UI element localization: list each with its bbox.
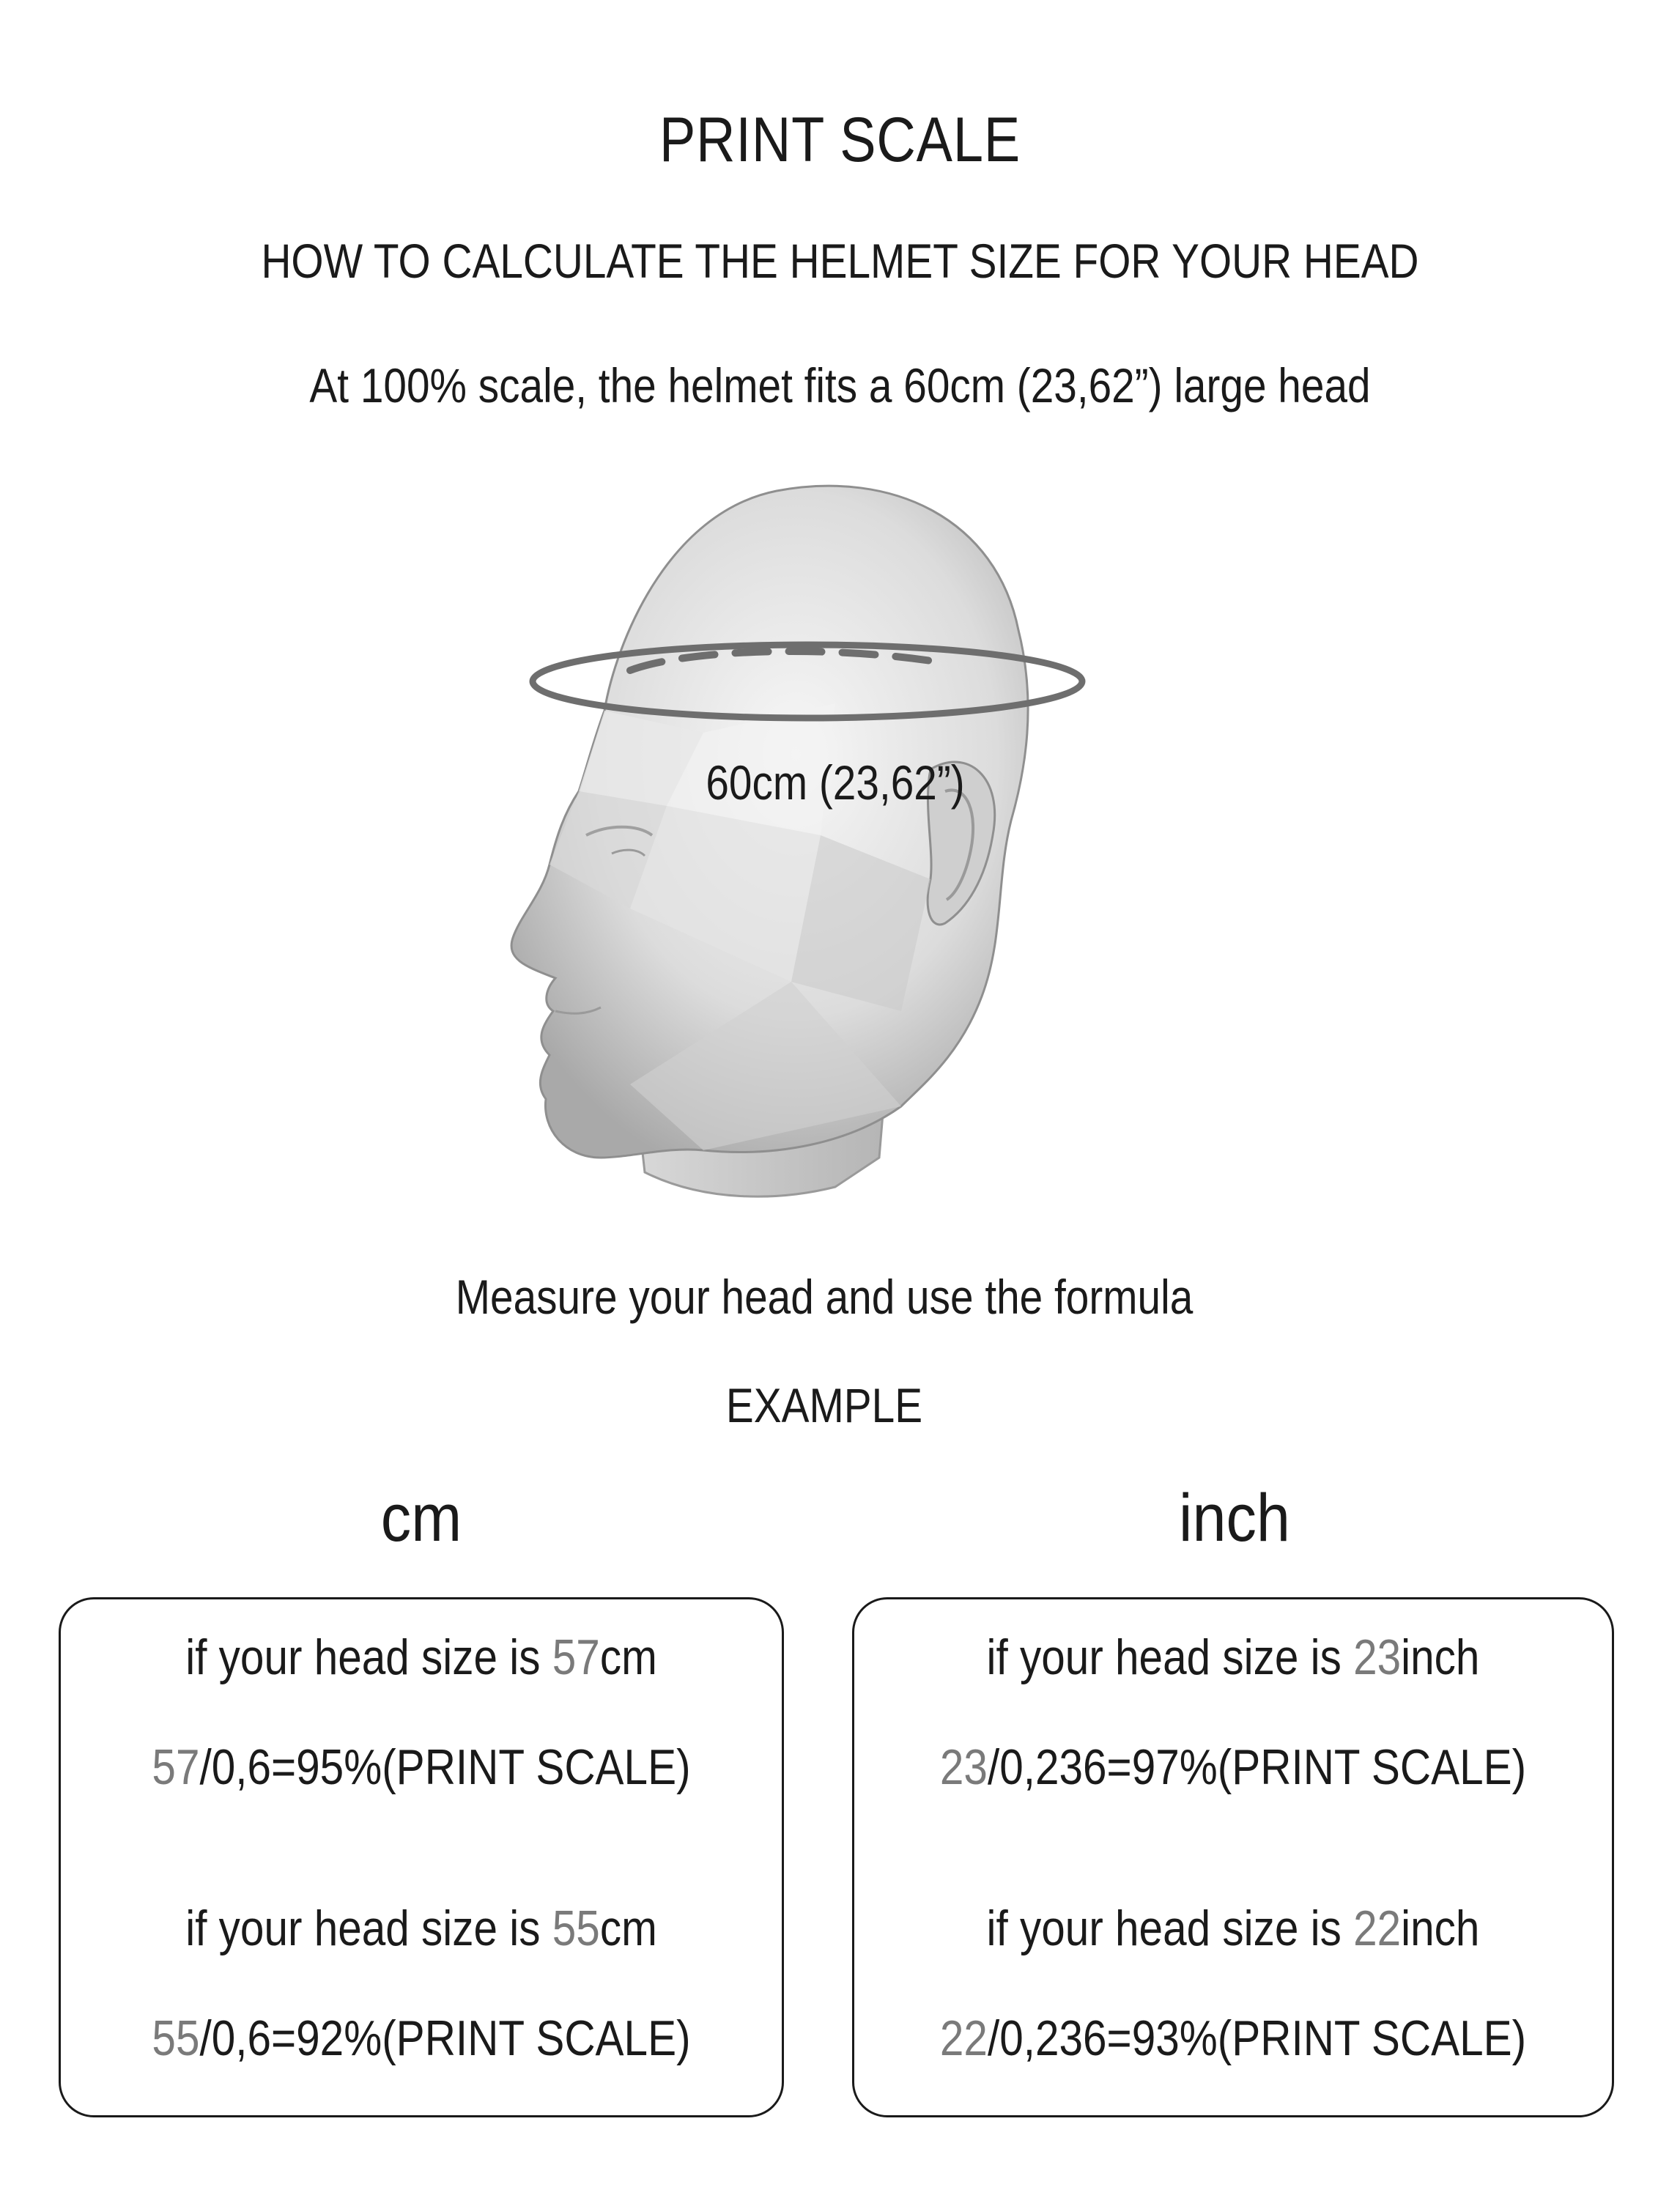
page-subtitle: HOW TO CALCULATE THE HELMET SIZE FOR YOUR HEAD	[261, 234, 1419, 288]
inch-example-2-formula: 22/0,236=93%(PRINT SCALE)	[939, 2010, 1527, 2066]
head-illustration	[322, 425, 1348, 1377]
fit-note: At 100% scale, the helmet fits a 60cm (23,62”) large head	[309, 358, 1371, 412]
inch-example-box	[852, 1597, 1614, 2117]
inch-example-1-formula: 23/0,236=97%(PRINT SCALE)	[939, 1739, 1527, 1795]
inch-example-2-size: if your head size is 22inch	[986, 1901, 1480, 1956]
measure-note: Measure your head and use the formula	[455, 1270, 1194, 1324]
cm-example-2-formula: 55/0,6=92%(PRINT SCALE)	[152, 2010, 691, 2066]
cm-example-2-size: if your head size is 55cm	[185, 1901, 657, 1956]
circumference-label: 60cm (23,62”)	[706, 755, 965, 810]
inch-example-1-size: if your head size is 23inch	[986, 1629, 1480, 1685]
example-label: EXAMPLE	[725, 1378, 923, 1432]
cm-example-box	[59, 1597, 784, 2117]
cm-heading: cm	[380, 1481, 462, 1555]
cm-example-1-formula: 57/0,6=95%(PRINT SCALE)	[152, 1739, 691, 1795]
inch-heading: inch	[1179, 1481, 1290, 1555]
page-title: PRINT SCALE	[659, 105, 1021, 175]
cm-example-1-size: if your head size is 57cm	[185, 1629, 657, 1685]
